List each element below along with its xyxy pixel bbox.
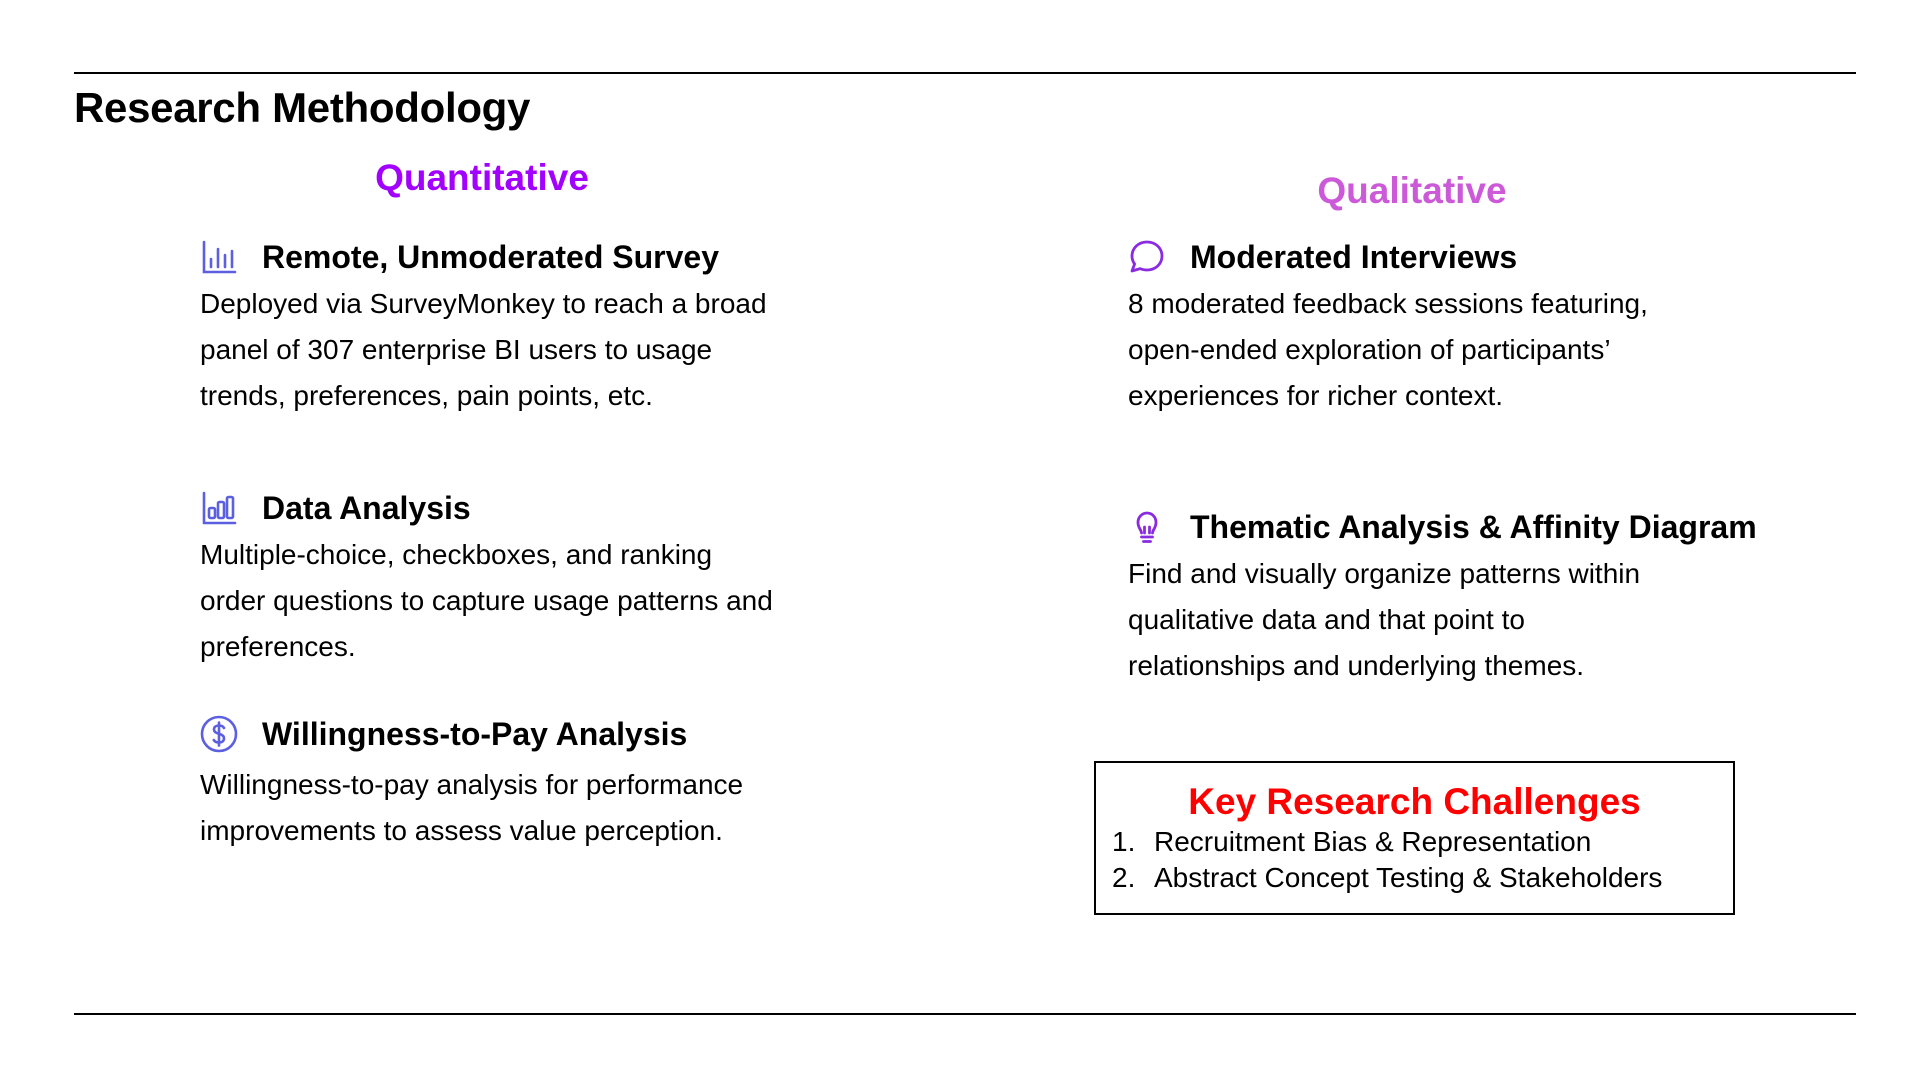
quant-item-wtp [200,710,760,854]
page-title: Research Methodology [74,84,531,131]
qual-item-thematic [1128,503,1757,689]
list-number: 1. [1112,826,1136,857]
top-divider [74,72,1856,74]
quant-item-data-analysis [200,484,780,670]
item-body: Willingness-to-pay analysis for performance improvements to assess value perception. [200,769,744,846]
item-title: Moderated Interviews [1190,238,1518,275]
item-body: 8 moderated feedback sessions featuring, open-ended exploration of participants’ experiences for richer context. [1128,288,1648,411]
analytics-icon [199,488,239,528]
list-text: Abstract Concept Testing & Stakeholders [1154,862,1663,893]
bar-chart-icon [199,237,239,277]
item-title: Willingness-to-Pay Analysis [262,715,688,752]
qualitative-heading: Qualitative [1317,170,1507,211]
quantitative-heading: Quantitative [375,157,589,198]
dollar-circle-icon [199,714,239,754]
list-item [1112,860,1733,896]
item-title: Remote, Unmoderated Survey [262,238,720,275]
challenges-title: Key Research Challenges [1188,781,1641,822]
item-title: Data Analysis [262,489,471,526]
item-body: Deployed via SurveyMonkey to reach a broad panel of 307 enterprise BI users to usage trends, preferences, pain points, etc. [200,288,767,411]
lightbulb-icon [1127,507,1167,547]
quant-item-survey [200,233,780,419]
list-text: Recruitment Bias & Representation [1154,826,1592,857]
item-title: Thematic Analysis & Affinity Diagram [1190,508,1757,545]
item-body: Multiple-choice, checkboxes, and ranking order questions to capture usage patterns and preferences. [200,539,773,662]
chat-bubble-icon [1127,237,1167,277]
list-item [1112,824,1733,860]
bottom-divider [74,1013,1856,1015]
item-body: Find and visually organize patterns within qualitative data and that point to relationships and underlying themes. [1128,558,1641,681]
qual-item-interviews [1128,233,1658,419]
challenges-box [1094,761,1735,915]
list-number: 2. [1112,862,1136,893]
challenges-list [1096,824,1733,896]
